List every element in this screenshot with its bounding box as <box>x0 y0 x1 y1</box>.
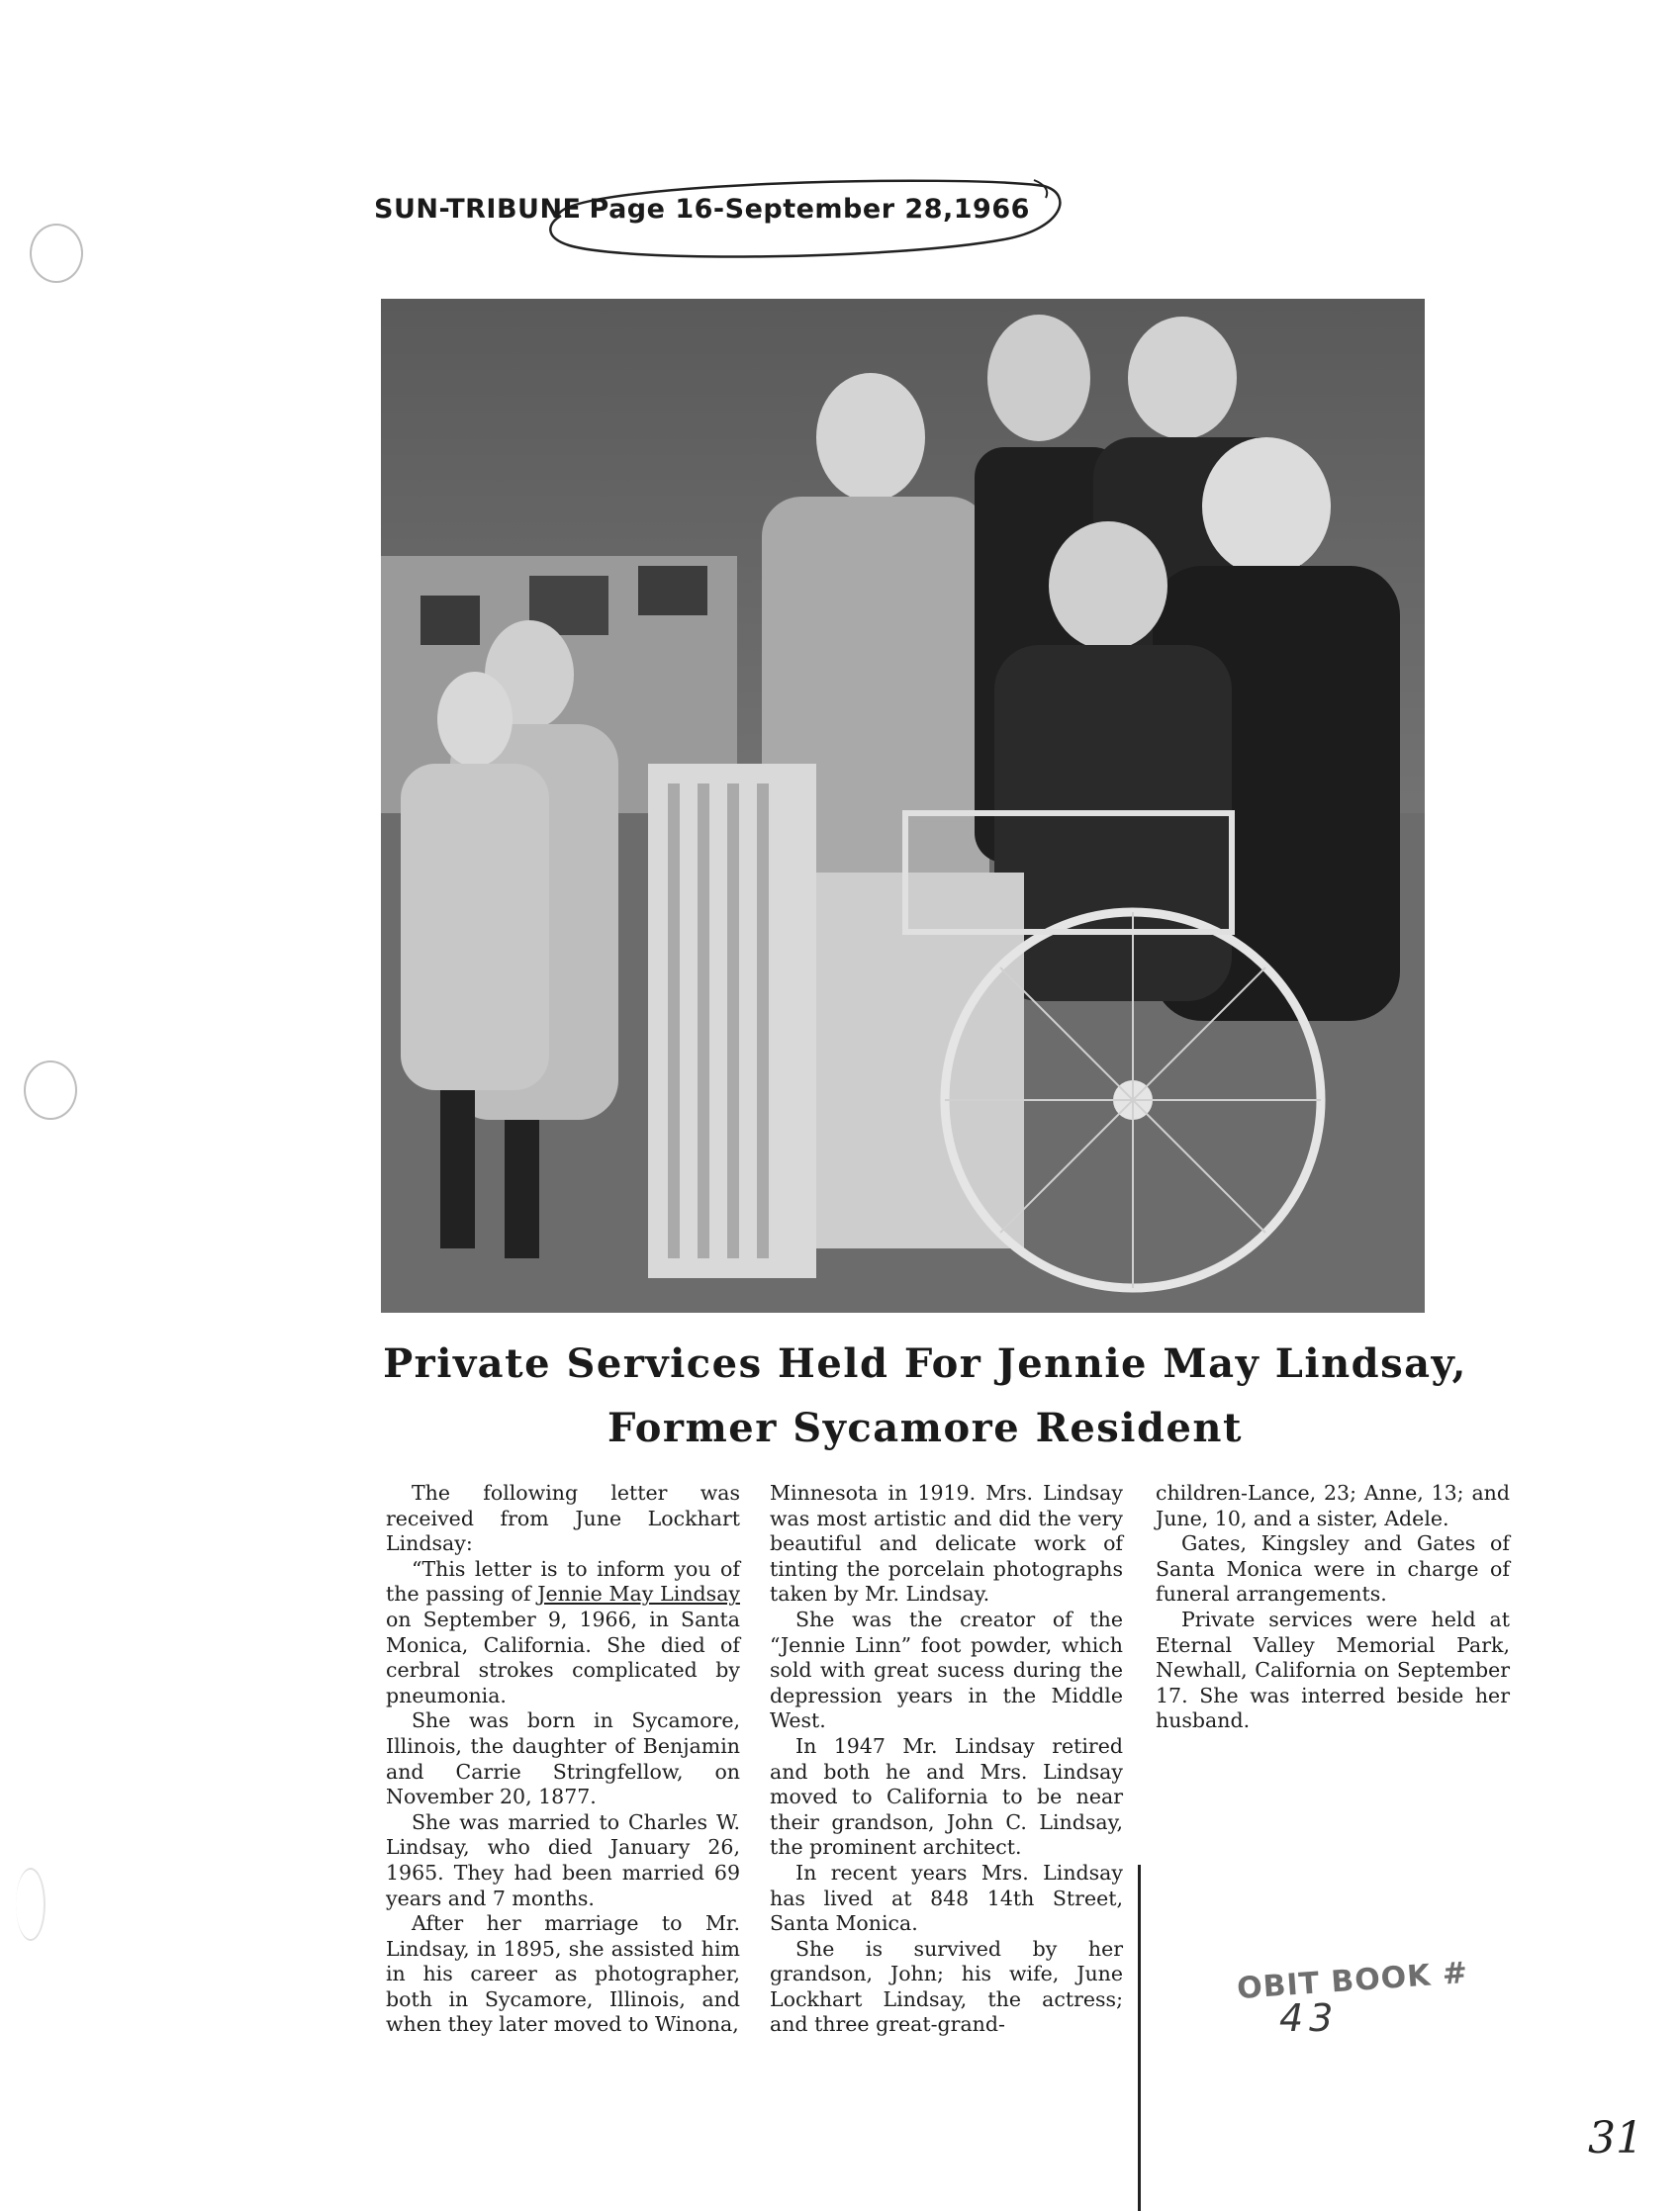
punch-hole-top <box>30 224 83 283</box>
paragraph: The following letter was received from June Lockhart Lindsay: <box>386 1481 740 1556</box>
paragraph: Private services were held at Eternal Valley Memorial Park, Newhall, California on September 17. She was interred beside her husband. <box>1156 1607 1510 1733</box>
article-column-3 <box>1156 1481 1510 1734</box>
paragraph: She is survived by her grandson, John; his wife, June Lockhart Lindsay, the actress; and three great-grand- <box>770 1936 1123 2037</box>
headline-line-2: Former Sycamore Resident <box>607 1405 1243 1451</box>
paragraph: In 1947 Mr. Lindsay retired and both he and Mrs. Lindsay moved to California to be near their grandson, John C. Lindsay, the prominent architect. <box>770 1733 1123 1860</box>
column-rule <box>1138 1865 1141 2211</box>
paragraph: children-Lance, 23; Anne, 13; and June, 10, and a sister, Adele. <box>1156 1481 1510 1530</box>
masthead <box>374 194 1030 225</box>
paragraph: After her marriage to Mr. Lindsay, in 1895, she assisted him in his career as photographer, both in Sycamore, Illinois, and when they later moved to Winona, <box>386 1911 740 2037</box>
punch-hole-middle <box>24 1060 77 1120</box>
text-run: on September 9, 1966, in Santa Monica, California. She died of cerbral strokes complicated by pneumonia. <box>386 1607 740 1707</box>
paragraph: In recent years Mrs. Lindsay has lived at 848 14th Street, Santa Monica. <box>770 1860 1123 1936</box>
article-column-1 <box>386 1481 740 2038</box>
obit-book-number: 43 <box>1279 1996 1340 2040</box>
photo-illustration <box>381 299 1425 1313</box>
page-date: Page 16-September 28,1966 <box>589 194 1030 225</box>
article-column-2 <box>770 1481 1123 2038</box>
punch-hole-bottom <box>16 1868 46 1941</box>
handwritten-page-number: 31 <box>1588 2113 1643 2164</box>
obit-book-stamp: OBIT BOOK # <box>1236 1955 1470 2007</box>
paragraph: She was born in Sycamore, Illinois, the daughter of Benjamin and Carrie Stringfellow, on November 20, 1877. <box>386 1708 740 1809</box>
text-run: “This letter is to inform you of the passing of <box>386 1556 740 1607</box>
news-photograph <box>381 299 1425 1313</box>
underlined-name: Jennie May Lindsay <box>537 1582 740 1607</box>
paragraph: Minnesota in 1919. Mrs. Lindsay was most artistic and did the very beautiful and delicate work of tinting the porcelain photographs taken by Mr. Lindsay. <box>770 1481 1123 1607</box>
paragraph: Gates, Kingsley and Gates of Santa Monica were in charge of funeral arrangements. <box>1156 1531 1510 1607</box>
headline-line-1: Private Services Held For Jennie May Lindsay, <box>383 1340 1467 1387</box>
paragraph <box>386 1557 740 1709</box>
newspaper-name: SUN-TRIBUNE <box>374 194 582 225</box>
paragraph: She was the creator of the “Jennie Linn” foot powder, which sold with great sucess during the depression years in the Middle West. <box>770 1607 1123 1733</box>
paragraph: She was married to Charles W. Lindsay, who died January 26, 1965. They had been married 69 years and 7 months. <box>386 1809 740 1910</box>
